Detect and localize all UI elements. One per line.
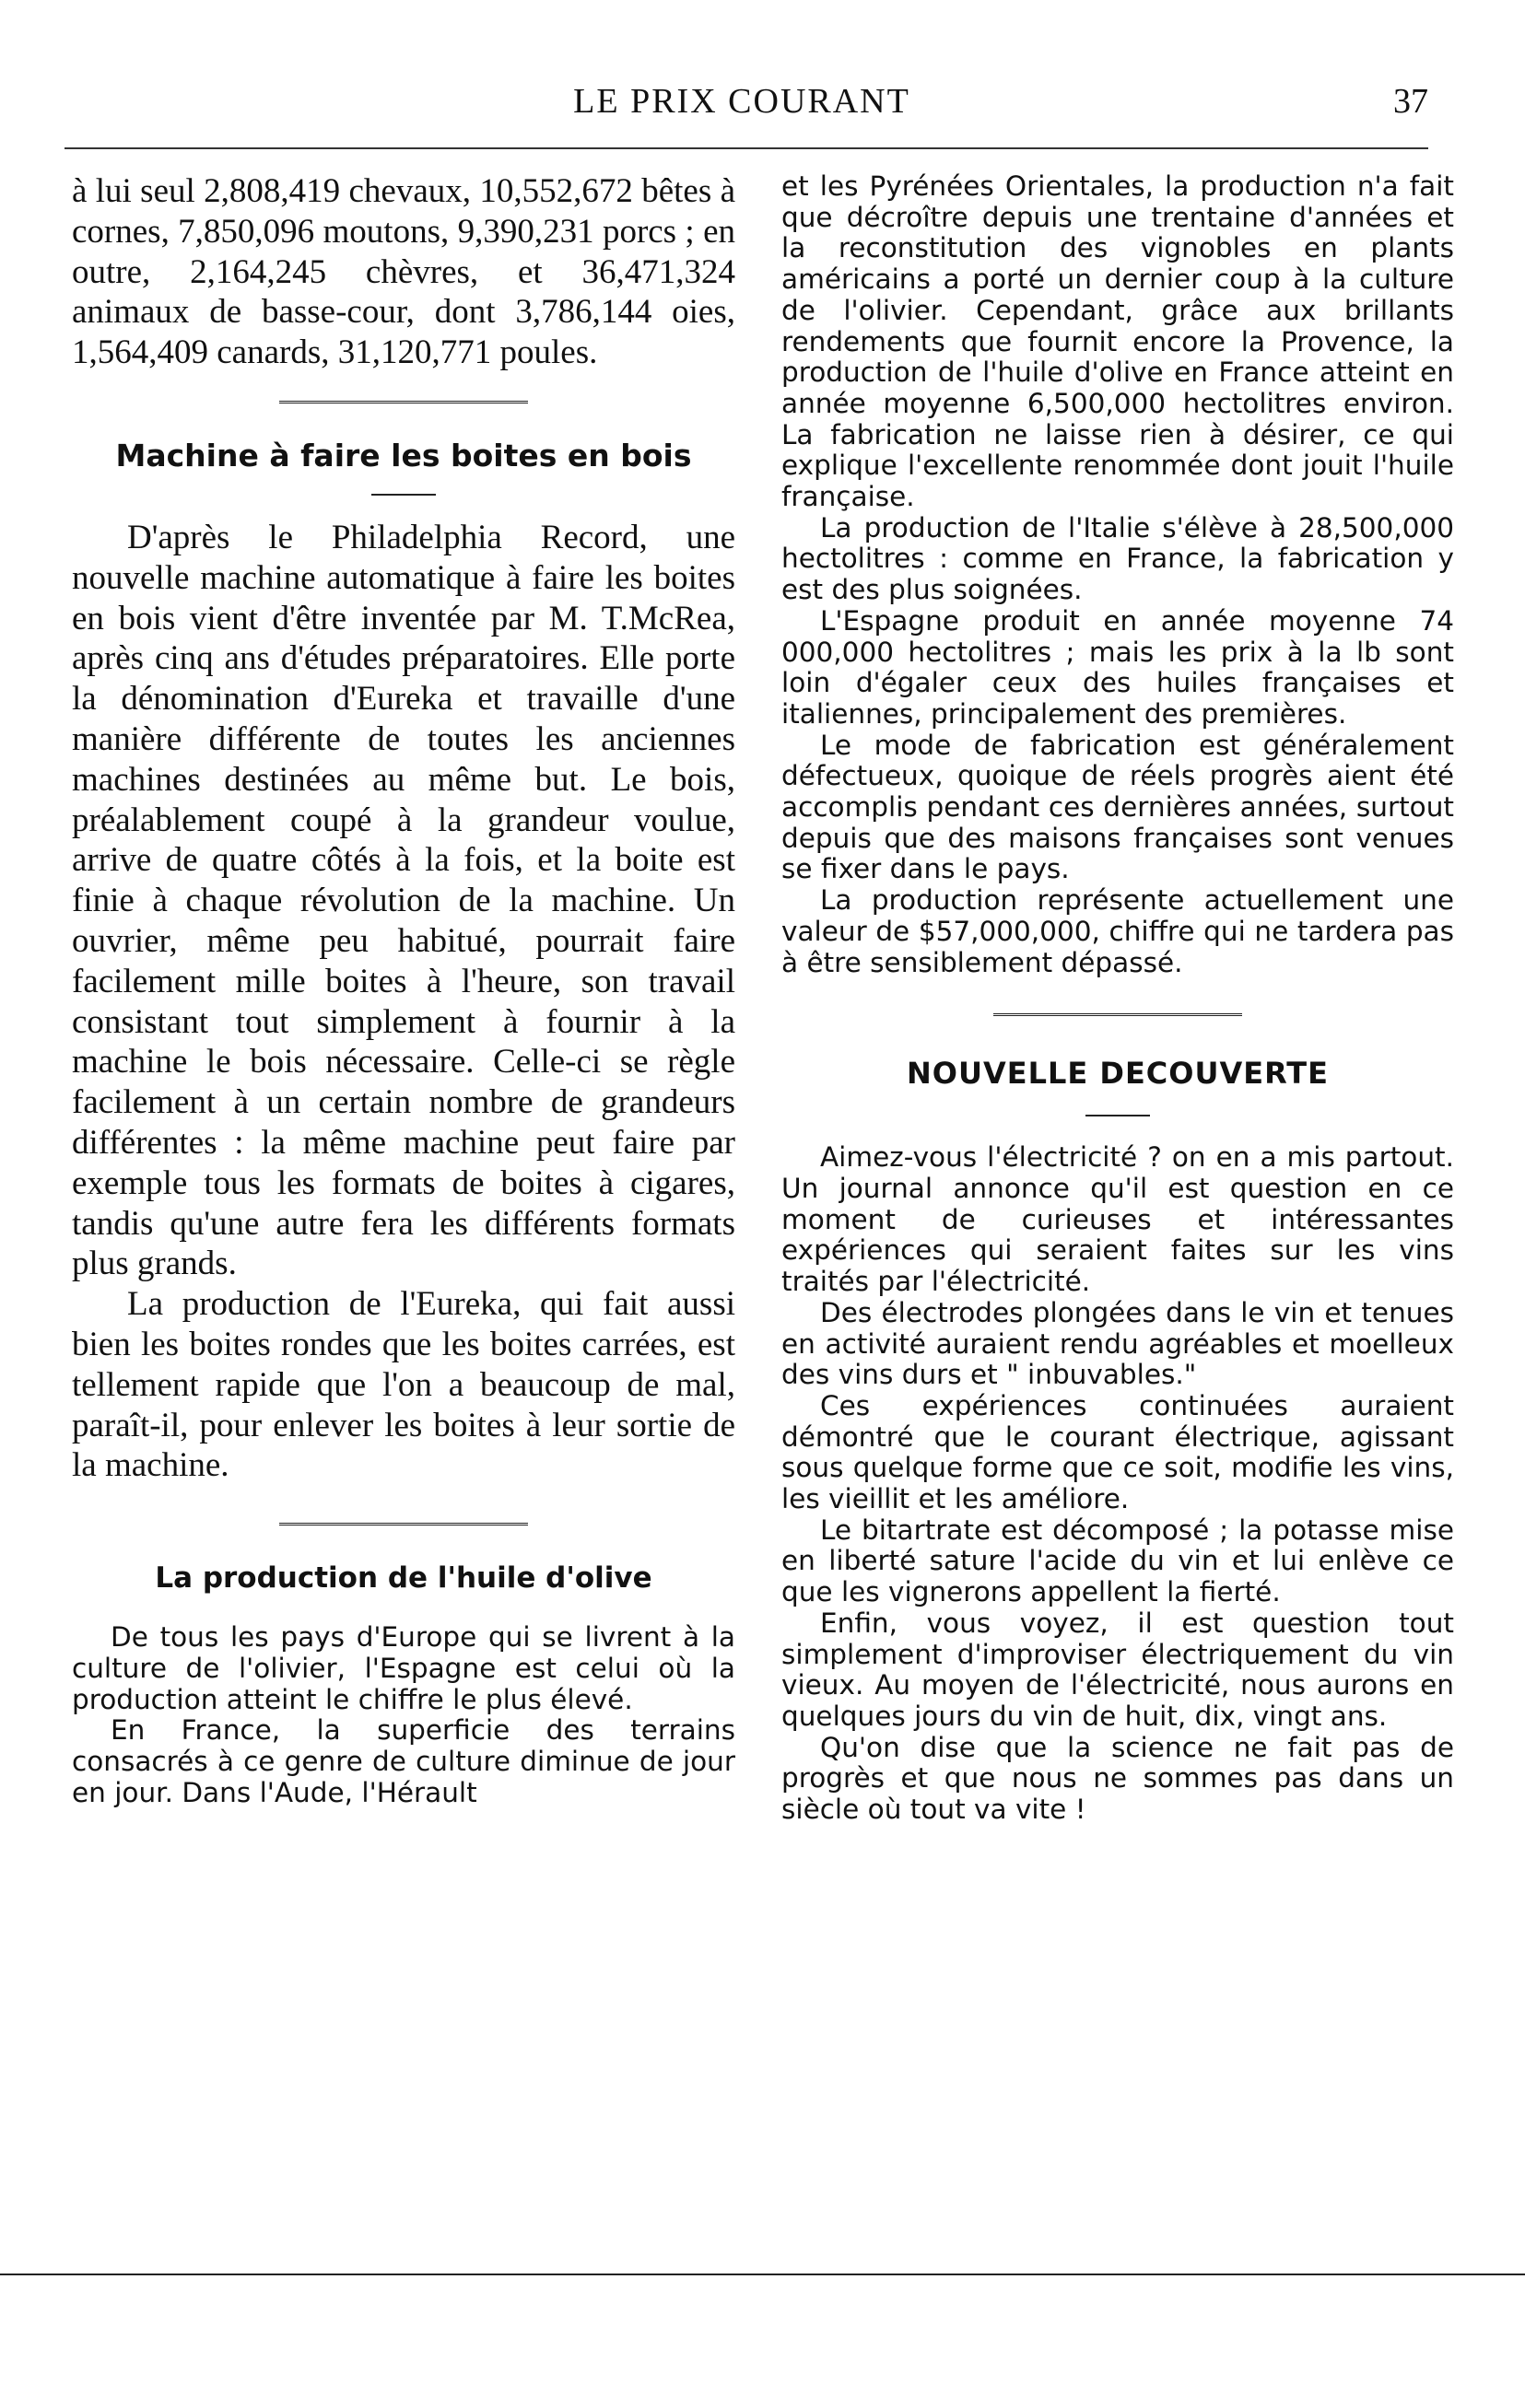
- right-column: [781, 171, 1454, 1826]
- header-rule: [65, 147, 1428, 149]
- page-number: 37: [1393, 82, 1428, 121]
- machine-article-title: Machine à faire les boites en bois: [115, 437, 692, 473]
- decouverte-article-title: NOUVELLE DECOUVERTE: [907, 1056, 1329, 1092]
- decouverte-paragraph: Qu'on dise que la science ne fait pas de progrès et que nous ne sommes pas dans un siècle où tout va vite !: [781, 1731, 1454, 1826]
- olive-article-title: La production de l'huile d'olive: [155, 1561, 652, 1596]
- decouverte-paragraph: Des électrodes plongées dans le vin et tenues en activité auraient rendu agréables et moelleux des vins durs et " inbuvables.": [781, 1296, 1454, 1391]
- decouverte-paragraph: Enfin, vous voyez, il est question tout simplement d'improviser électriquement du vin vieux. Au moyen de l'électricité, nous aurons en quelques jours du vin de huit, dix, vingt ans.: [781, 1607, 1454, 1732]
- machine-paragraph: D'après le Philadelphia Record, une nouvelle machine automatique à faire les boites en bois vient d'être inventée par M. T.McRea, après cinq ans d'études préparatoires. Elle porte la dénomination d'Eureka et travaille d'une manière différente de toutes les anciennes machines destinées au même but. Le bois, préalablement coupé à la grandeur voulue, arrive de quatre côtés à la fois, et la boite est finie à chaque révolution de la machine. Un ouvrier, même peu habitué, pourrait faire facilement mille boites à l'heure, son travail consistant tout simplement à fournir à la machine le bois nécessaire. Celle-ci se règle facilement à un certain nombre de grandeurs différentes : la même machine peut faire par exemple tous les formats de boites à cigares, tandis qu'une autre fera les différents formats plus grands.: [72, 518, 735, 1283]
- olive-paragraph: L'Espagne produit en année moyenne 74 000,000 hectolitres ; mais les prix à la lb sont loin d'égaler ceux des huiles françaises et italiennes, principalement des premières.: [781, 604, 1454, 730]
- olive-paragraph: Le mode de fabrication est généralement défectueux, quoique de réels progrès aient été accomplis pendant ces dernières années, surtout depuis que des maisons françaises sont venues se fixer dans le pays.: [781, 729, 1454, 885]
- decouverte-paragraph: Ces expériences continuées auraient démontré que le courant électrique, agissant sous quelque forme que ce soit, modifie les vins, les vieillit et les améliore.: [781, 1389, 1454, 1515]
- intro-paragraph: à lui seul 2,808,419 chevaux, 10,552,672 bêtes à cornes, 7,850,096 moutons, 9,390,231 porcs ; en outre, 2,164,245 chèvres, et 36,471,324 animaux de basse-cour, dont 3,786,144 oies, 1,564,409 canards, 31,120,771 poules.: [72, 172, 735, 372]
- olive-paragraph: En France, la superficie des terrains consacrés à ce genre de culture diminue de jour en jour. Dans l'Aude, l'Hérault: [72, 1714, 735, 1808]
- left-column: [72, 171, 735, 1808]
- decouverte-paragraph: Le bitartrate est décomposé ; la potasse mise en liberté sature l'acide du vin et lui enlève ce que les vignerons appellent la fierté.: [781, 1514, 1454, 1608]
- page-header: [55, 81, 1428, 127]
- olive-paragraph: De tous les pays d'Europe qui se livrent à la culture de l'olivier, l'Espagne est celui où la production atteint le chiffre le plus élevé.: [72, 1621, 735, 1715]
- printing-strike-line: [0, 2274, 1525, 2275]
- machine-paragraph: La production de l'Eureka, qui fait aussi bien les boites rondes que les boites carrées, est tellement rapide que l'on a beaucoup de mal, paraît-il, pour enlever les boites à leur sortie de la machine.: [72, 1285, 735, 1485]
- decouverte-paragraph: Aimez-vous l'électricité ? on en a mis partout. Un journal annonce qu'il est question en ce moment de curieuses et intéressantes expériences qui seraient faites sur les vins traités par l'électricité.: [781, 1141, 1454, 1298]
- journal-title: LE PRIX COURANT: [573, 82, 910, 121]
- olive-paragraph: et les Pyrénées Orientales, la production n'a fait que décroître depuis une trentaine d'années et la reconstitution des vignobles en plants américains a porté un dernier coup à la culture de l'olivier. Cependant, grâce aux brillants rendements que fournit encore la Provence, la production de l'huile d'olive en France atteint en année moyenne 6,500,000 hectolitres environ. La fabrication ne laisse rien à désirer, ce qui explique l'excellente renommée dont jouit l'huile française.: [781, 170, 1454, 513]
- olive-paragraph: La production représente actuellement une valeur de $57,000,000, chiffre qui ne tardera pas à être sensiblement dépassé.: [781, 884, 1454, 978]
- olive-paragraph: La production de l'Italie s'élève à 28,500,000 hectolitres : comme en France, la fabrication y est des plus soignées.: [781, 511, 1454, 606]
